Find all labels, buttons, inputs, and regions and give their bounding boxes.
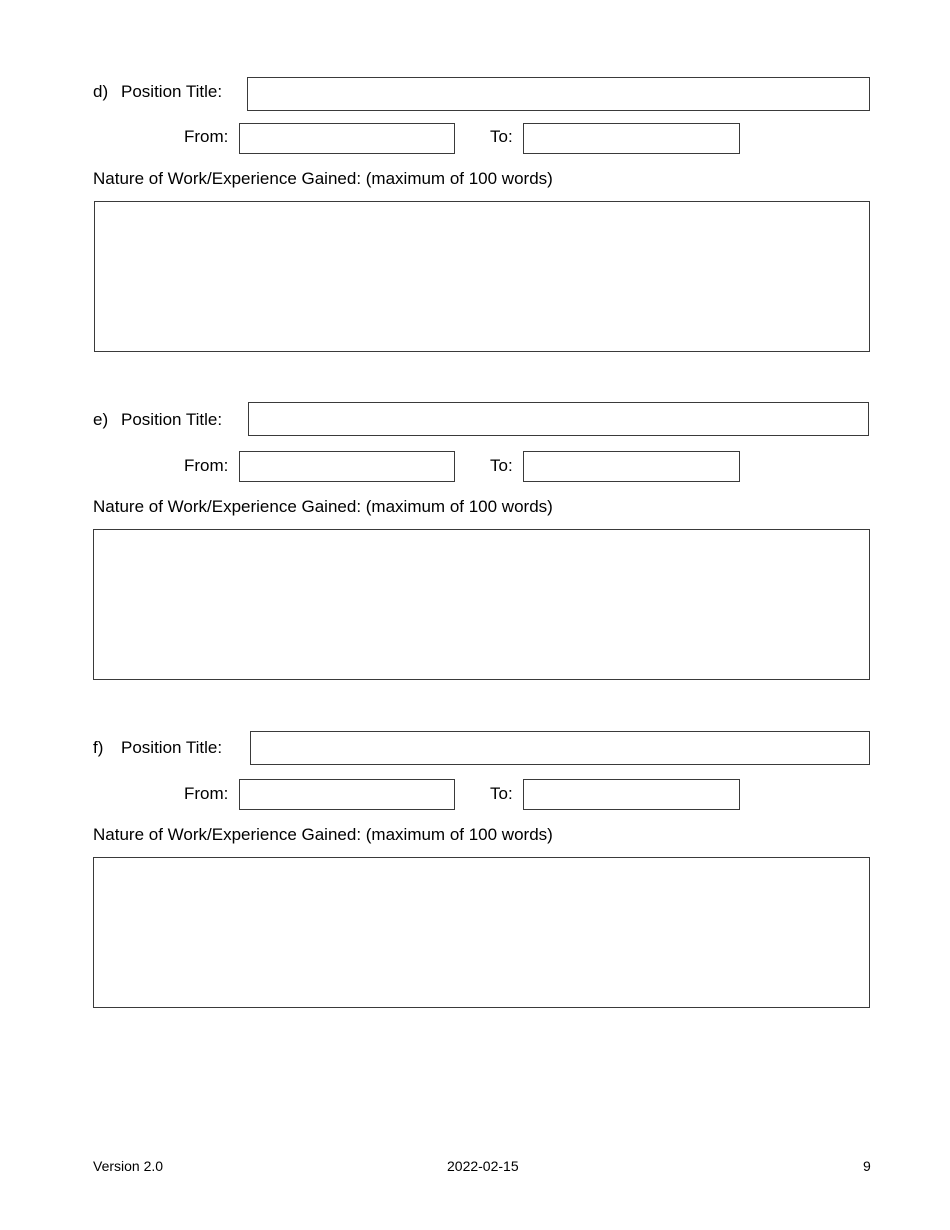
to-label: To: — [490, 456, 513, 475]
to-date-input[interactable] — [523, 451, 740, 482]
footer-date: 2022-02-15 — [447, 1158, 519, 1174]
from-date-input[interactable] — [239, 779, 455, 810]
nature-of-work-label: Nature of Work/Experience Gained: (maximum of 100 words) — [93, 497, 553, 516]
to-date-input[interactable] — [523, 779, 740, 810]
from-date-input[interactable] — [239, 451, 455, 482]
nature-of-work-label: Nature of Work/Experience Gained: (maximum of 100 words) — [93, 169, 553, 188]
entry-letter: f) — [93, 738, 104, 757]
from-label: From: — [184, 456, 229, 475]
position-title-input[interactable] — [250, 731, 870, 765]
nature-of-work-label: Nature of Work/Experience Gained: (maximum of 100 words) — [93, 825, 553, 844]
from-label: From: — [184, 784, 229, 803]
position-title-input[interactable] — [248, 402, 869, 436]
entry-letter: e) — [93, 410, 109, 429]
footer-version: Version 2.0 — [93, 1158, 164, 1174]
to-date-input[interactable] — [523, 123, 740, 154]
to-label: To: — [490, 784, 513, 803]
from-date-input[interactable] — [239, 123, 455, 154]
nature-of-work-textarea[interactable] — [94, 201, 870, 352]
position-title-label: Position Title: — [121, 738, 223, 757]
nature-of-work-textarea[interactable] — [93, 857, 870, 1008]
entry-letter: d) — [93, 82, 109, 101]
position-title-label: Position Title: — [121, 82, 223, 101]
position-title-input[interactable] — [247, 77, 870, 111]
from-label: From: — [184, 127, 229, 146]
footer-page-number: 9 — [863, 1158, 871, 1174]
to-label: To: — [490, 127, 513, 146]
position-title-label: Position Title: — [121, 410, 223, 429]
nature-of-work-textarea[interactable] — [93, 529, 870, 680]
